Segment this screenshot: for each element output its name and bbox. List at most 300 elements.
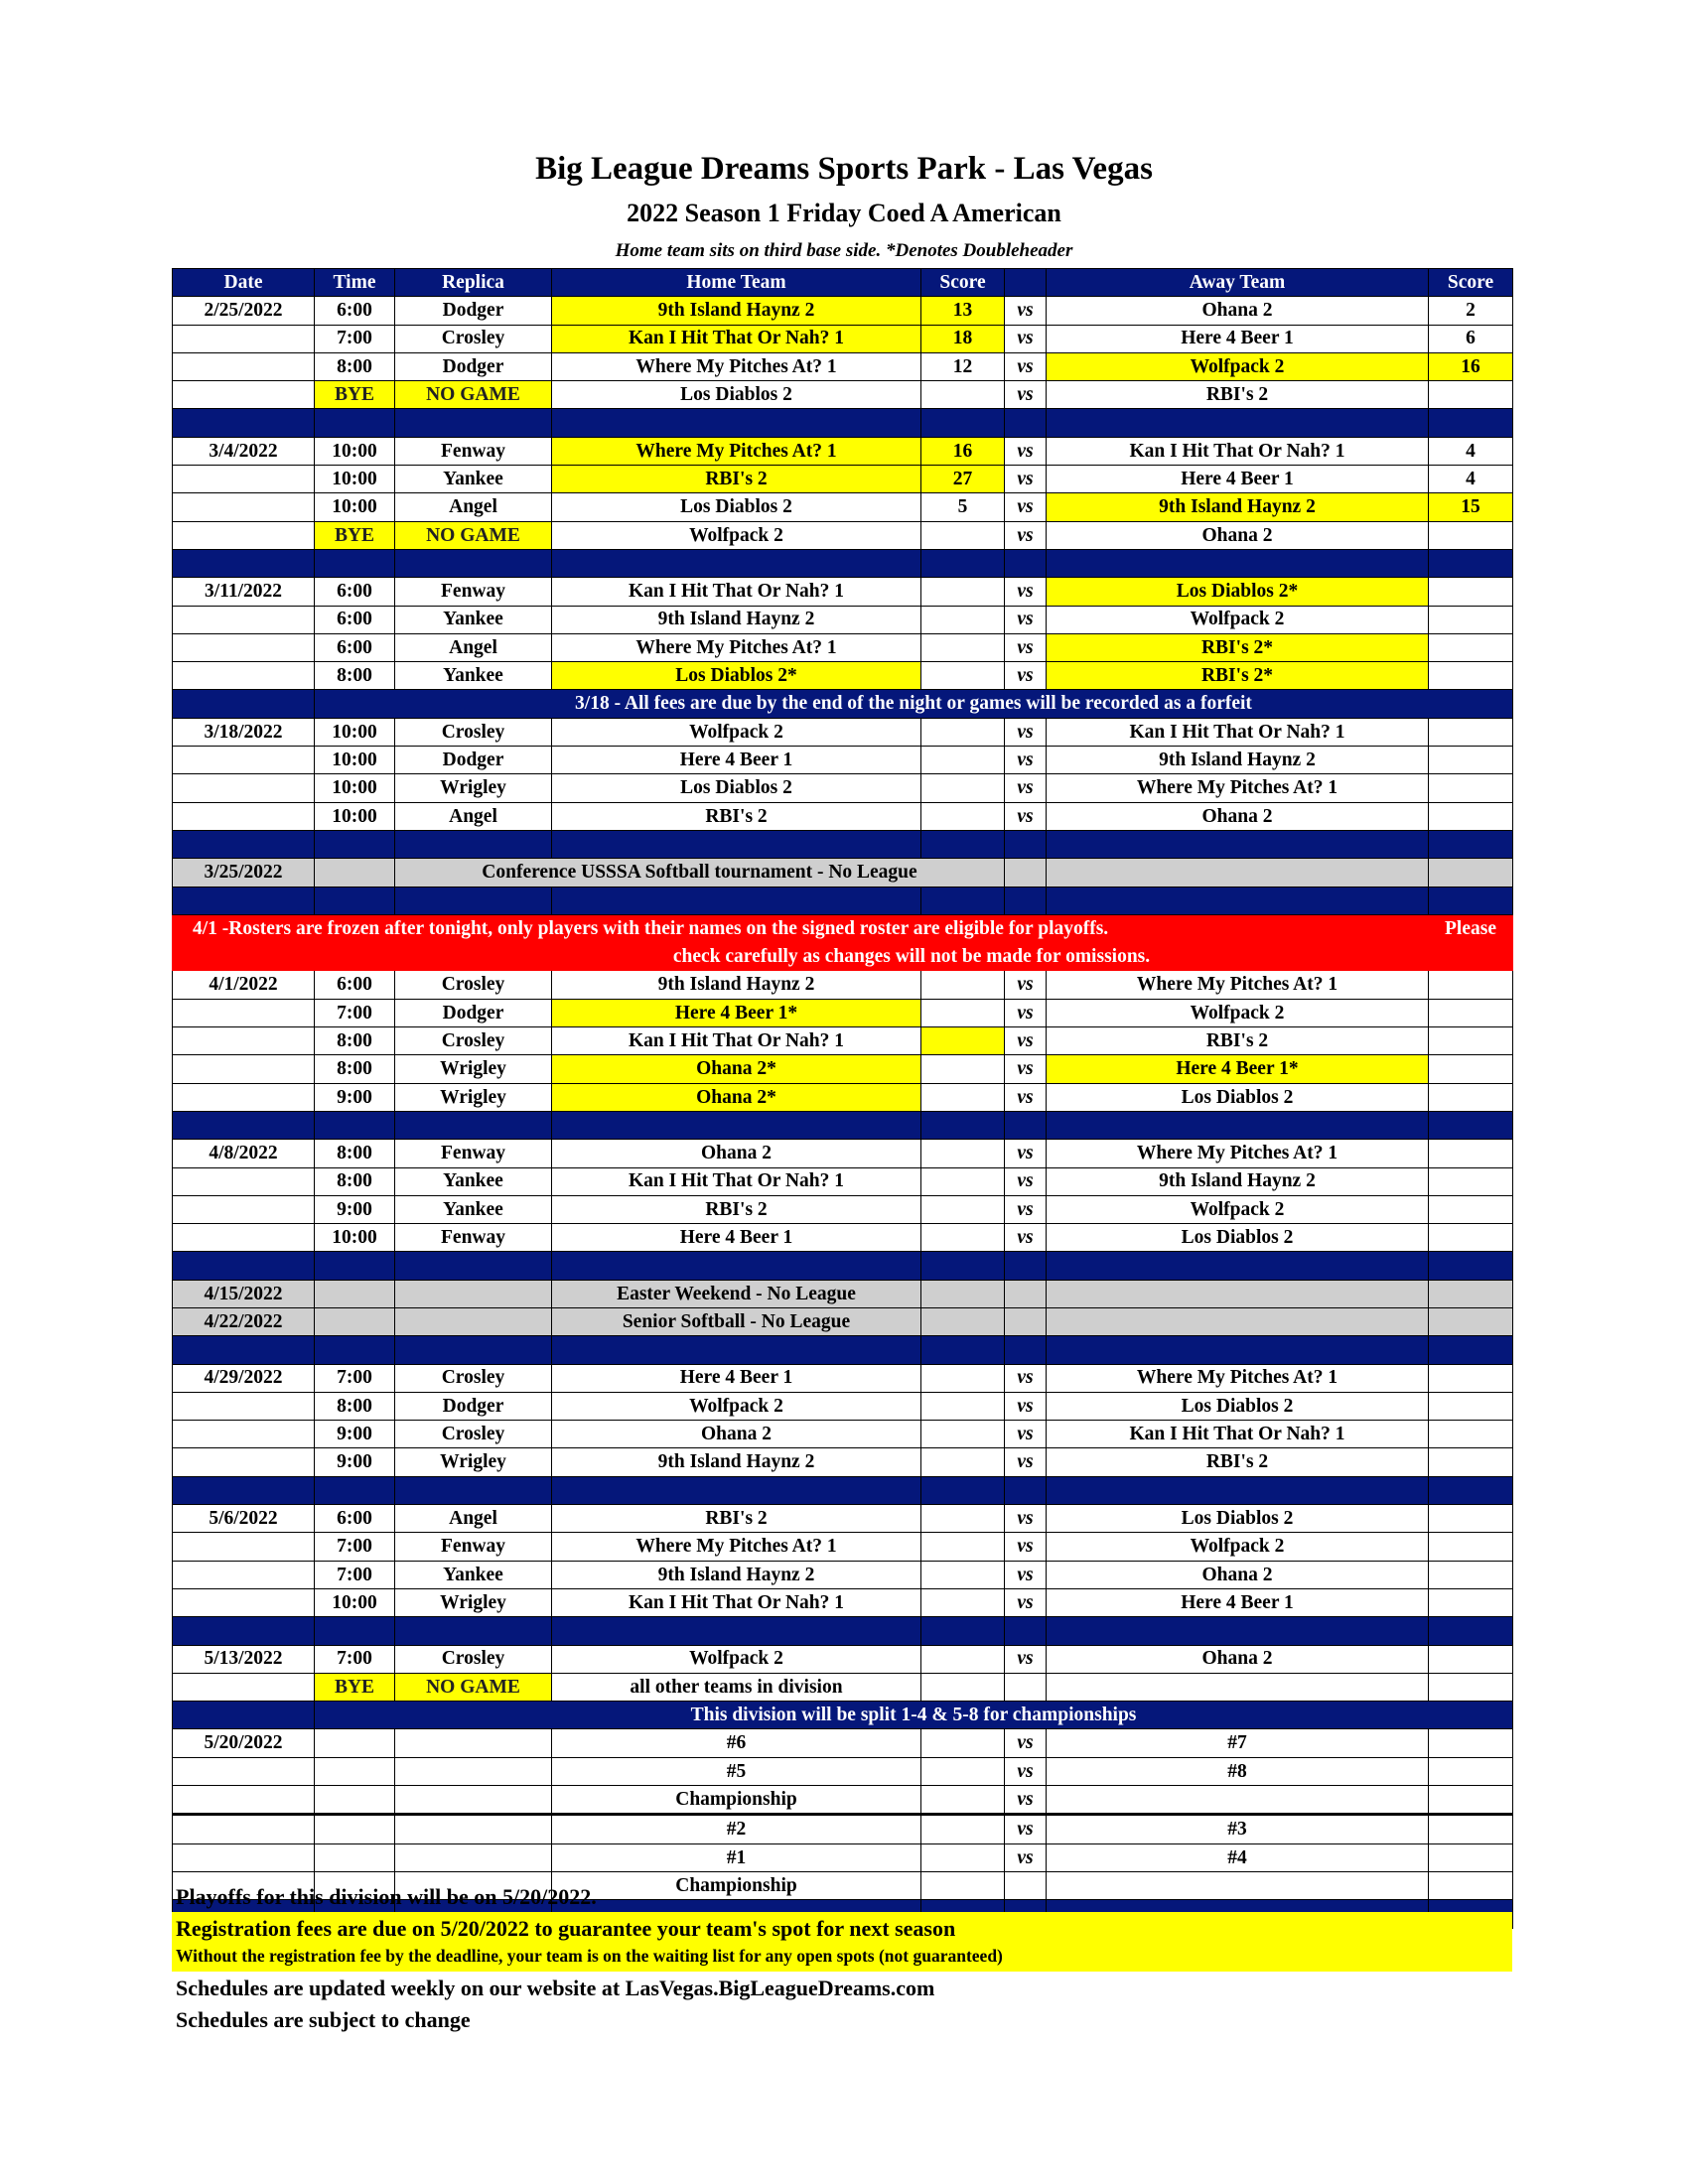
time-cell: 6:00 (315, 1505, 395, 1533)
home-team-cell: Kan I Hit That Or Nah? 1 (552, 1027, 921, 1055)
game-row (173, 1195, 1513, 1223)
game-row (173, 1364, 1513, 1392)
separator-cell (395, 1336, 552, 1364)
date-cell (173, 606, 315, 633)
home-score-cell (921, 1757, 1005, 1785)
separator-row (173, 1111, 1513, 1139)
away-score-cell (1429, 1645, 1513, 1673)
home-score-cell (921, 1421, 1005, 1448)
home-score-cell (921, 633, 1005, 661)
replica-cell: Angel (395, 802, 552, 830)
time-cell (315, 1815, 395, 1843)
blank-cell (1047, 1280, 1429, 1307)
roster-notice-row (173, 914, 1513, 942)
col-away-score-header: Score (1429, 269, 1513, 297)
home-score-cell (921, 1561, 1005, 1588)
col-home-score-header: Score (921, 269, 1005, 297)
home-score-cell (921, 578, 1005, 606)
separator-cell (1429, 1252, 1513, 1280)
footer-playoffs: Playoffs for this division will be on 5/20/2022. (176, 1884, 597, 1909)
game-row (173, 578, 1513, 606)
separator-cell (1047, 1336, 1429, 1364)
roster-notice-row (173, 943, 1513, 971)
away-score-cell (1429, 1083, 1513, 1111)
roster-notice-please: Please (1429, 914, 1513, 942)
away-team-cell: Where My Pitches At? 1 (1047, 971, 1429, 999)
home-score-cell (921, 1505, 1005, 1533)
replica-cell: Wrigley (395, 1448, 552, 1476)
separator-cell (1429, 887, 1513, 914)
away-score-cell (1429, 1140, 1513, 1167)
separator-cell (1005, 1476, 1047, 1504)
date-cell (173, 1027, 315, 1055)
game-row (173, 1421, 1513, 1448)
time-cell: 10:00 (315, 802, 395, 830)
away-team-cell: Here 4 Beer 1 (1047, 466, 1429, 493)
home-team-cell: Championship (552, 1871, 921, 1899)
separator-cell (1047, 1252, 1429, 1280)
date-cell: 3/18/2022 (173, 718, 315, 746)
replica-cell: Fenway (395, 1224, 552, 1252)
time-cell: 7:00 (315, 1533, 395, 1561)
home-team-cell: Kan I Hit That Or Nah? 1 (552, 1588, 921, 1616)
time-cell: 10:00 (315, 747, 395, 774)
home-score-cell (921, 1645, 1005, 1673)
time-cell: 7:00 (315, 325, 395, 352)
separator-cell (1005, 1252, 1047, 1280)
date-cell (173, 466, 315, 493)
replica-cell: Crosley (395, 1364, 552, 1392)
home-score-cell (921, 606, 1005, 633)
home-team-cell: 9th Island Haynz 2 (552, 1561, 921, 1588)
home-team-cell: Where My Pitches At? 1 (552, 633, 921, 661)
home-score-cell (921, 1673, 1005, 1701)
replica-cell: Angel (395, 1505, 552, 1533)
time-cell: 10:00 (315, 1224, 395, 1252)
away-score-cell (1429, 1505, 1513, 1533)
separator-cell (173, 887, 315, 914)
footer-website: Schedules are updated weekly on our website at LasVegas.BigLeagueDreams.com (176, 1976, 935, 2000)
time-cell: 10:00 (315, 774, 395, 802)
replica-cell: Dodger (395, 297, 552, 325)
game-row (173, 1224, 1513, 1252)
away-team-cell: Los Diablos 2* (1047, 578, 1429, 606)
vs-cell: vs (1005, 1645, 1047, 1673)
blank-cell (1005, 1280, 1047, 1307)
time-cell: 7:00 (315, 999, 395, 1026)
separator-cell (1047, 549, 1429, 577)
date-cell (173, 1843, 315, 1871)
vs-cell: vs (1005, 1224, 1047, 1252)
away-score-cell (1429, 1588, 1513, 1616)
separator-cell (315, 1111, 395, 1139)
no-league-row (173, 1280, 1513, 1307)
home-score-cell (921, 1448, 1005, 1476)
game-row (173, 1561, 1513, 1588)
separator-cell (315, 1252, 395, 1280)
home-score-cell (921, 381, 1005, 409)
separator-cell (395, 1111, 552, 1139)
vs-cell: vs (1005, 1815, 1047, 1843)
game-row (173, 325, 1513, 352)
home-team-cell: RBI's 2 (552, 802, 921, 830)
vs-cell: vs (1005, 325, 1047, 352)
game-row (173, 1729, 1513, 1757)
game-row (173, 1533, 1513, 1561)
game-row (173, 802, 1513, 830)
separator-cell (315, 549, 395, 577)
separator-cell (921, 887, 1005, 914)
home-score-cell (921, 774, 1005, 802)
separator-cell (552, 1476, 921, 1504)
replica-cell: Angel (395, 493, 552, 521)
vs-cell: vs (1005, 1588, 1047, 1616)
time-cell: 8:00 (315, 1140, 395, 1167)
blank-cell (315, 859, 395, 887)
separator-cell (315, 830, 395, 858)
time-cell: 6:00 (315, 606, 395, 633)
separator-cell (1429, 409, 1513, 437)
replica-cell: Yankee (395, 1195, 552, 1223)
notice-text: 3/18 - All fees are due by the end of the night or games will be recorded as a forfeit (315, 690, 1513, 718)
time-cell: 7:00 (315, 1645, 395, 1673)
home-team-cell: Kan I Hit That Or Nah? 1 (552, 1167, 921, 1195)
separator-row (173, 1252, 1513, 1280)
separator-cell (921, 1252, 1005, 1280)
col-away-team-header: Away Team (1047, 269, 1429, 297)
home-score-cell: 12 (921, 352, 1005, 380)
separator-cell (395, 830, 552, 858)
away-team-cell: #7 (1047, 1729, 1429, 1757)
away-team-cell: Los Diablos 2 (1047, 1505, 1429, 1533)
away-score-cell (1429, 774, 1513, 802)
separator-cell (921, 1111, 1005, 1139)
game-row (173, 1786, 1513, 1815)
blank-cell (315, 1280, 395, 1307)
date-cell (173, 999, 315, 1026)
blank-cell (173, 690, 315, 718)
time-cell: 8:00 (315, 1027, 395, 1055)
away-team-cell: Wolfpack 2 (1047, 352, 1429, 380)
replica-cell: Fenway (395, 1140, 552, 1167)
time-cell: 10:00 (315, 437, 395, 465)
date-cell: 4/29/2022 (173, 1364, 315, 1392)
away-team-cell: Kan I Hit That Or Nah? 1 (1047, 437, 1429, 465)
away-score-cell (1429, 1561, 1513, 1588)
separator-cell (1047, 1617, 1429, 1645)
replica-cell: Yankee (395, 606, 552, 633)
home-score-cell (921, 1815, 1005, 1843)
time-cell: 10:00 (315, 1588, 395, 1616)
replica-cell: Fenway (395, 1533, 552, 1561)
date-cell: 5/6/2022 (173, 1505, 315, 1533)
away-team-cell: RBI's 2* (1047, 633, 1429, 661)
home-score-cell (921, 1140, 1005, 1167)
home-team-cell: Los Diablos 2 (552, 774, 921, 802)
replica-cell (395, 1786, 552, 1815)
away-score-cell (1429, 606, 1513, 633)
separator-cell (173, 1336, 315, 1364)
away-team-cell: #4 (1047, 1843, 1429, 1871)
date-cell: 3/25/2022 (173, 859, 315, 887)
home-score-cell (921, 1533, 1005, 1561)
col-home-team-header: Home Team (552, 269, 921, 297)
home-team-cell: RBI's 2 (552, 1195, 921, 1223)
away-score-cell (1429, 999, 1513, 1026)
home-team-cell: 9th Island Haynz 2 (552, 1448, 921, 1476)
vs-cell: vs (1005, 493, 1047, 521)
no-league-text: Senior Softball - No League (552, 1307, 921, 1335)
date-cell: 5/13/2022 (173, 1645, 315, 1673)
home-team-cell: #5 (552, 1757, 921, 1785)
date-cell (173, 1421, 315, 1448)
vs-cell: vs (1005, 1167, 1047, 1195)
home-team-cell: all other teams in division (552, 1673, 921, 1701)
game-row (173, 1843, 1513, 1871)
away-score-cell: 16 (1429, 352, 1513, 380)
vs-cell: vs (1005, 1055, 1047, 1083)
away-score-cell (1429, 633, 1513, 661)
replica-cell: Yankee (395, 662, 552, 690)
time-cell: BYE (315, 1673, 395, 1701)
separator-cell (395, 1617, 552, 1645)
vs-cell: vs (1005, 297, 1047, 325)
home-score-cell (921, 1588, 1005, 1616)
separator-cell (395, 409, 552, 437)
footer-subject-to-change: Schedules are subject to change (176, 2007, 471, 2032)
away-team-cell: Where My Pitches At? 1 (1047, 1140, 1429, 1167)
notice-row (173, 690, 1513, 718)
home-score-cell: 27 (921, 466, 1005, 493)
blank-cell (1429, 1280, 1513, 1307)
home-score-cell (921, 1729, 1005, 1757)
date-cell (173, 1533, 315, 1561)
vs-cell: vs (1005, 1364, 1047, 1392)
col-replica-header: Replica (395, 269, 552, 297)
separator-row (173, 1476, 1513, 1504)
away-score-cell (1429, 747, 1513, 774)
home-team-cell: Wolfpack 2 (552, 718, 921, 746)
roster-notice-line1: 4/1 -Rosters are frozen after tonight, only players with their names on the signed roster are eligible for playoffs. (173, 914, 1429, 942)
bye-row (173, 1673, 1513, 1701)
blank-cell (173, 1702, 315, 1729)
date-cell (173, 325, 315, 352)
home-score-cell (921, 718, 1005, 746)
vs-cell: vs (1005, 381, 1047, 409)
home-score-cell (921, 1843, 1005, 1871)
vs-cell: vs (1005, 1533, 1047, 1561)
away-team-cell (1047, 1871, 1429, 1899)
notice-row (173, 1702, 1513, 1729)
time-cell: 7:00 (315, 1364, 395, 1392)
time-cell (315, 1843, 395, 1871)
home-team-cell: Ohana 2 (552, 1421, 921, 1448)
home-score-cell (921, 1786, 1005, 1815)
separator-cell (552, 1252, 921, 1280)
separator-cell (173, 1111, 315, 1139)
home-team-cell: Kan I Hit That Or Nah? 1 (552, 578, 921, 606)
game-row (173, 999, 1513, 1026)
separator-cell (921, 549, 1005, 577)
away-team-cell: #8 (1047, 1757, 1429, 1785)
away-team-cell: Los Diablos 2 (1047, 1224, 1429, 1252)
home-team-cell: Where My Pitches At? 1 (552, 352, 921, 380)
away-team-cell (1047, 1673, 1429, 1701)
away-score-cell (1429, 1055, 1513, 1083)
home-team-cell: Ohana 2 (552, 1140, 921, 1167)
away-team-cell: Ohana 2 (1047, 1645, 1429, 1673)
date-cell: 4/1/2022 (173, 971, 315, 999)
date-cell: 2/25/2022 (173, 297, 315, 325)
home-team-cell: RBI's 2 (552, 1505, 921, 1533)
home-score-cell: 18 (921, 325, 1005, 352)
separator-cell (1005, 1336, 1047, 1364)
home-score-cell (921, 1224, 1005, 1252)
away-score-cell (1429, 1421, 1513, 1448)
home-team-cell: #2 (552, 1815, 921, 1843)
game-row (173, 437, 1513, 465)
vs-cell: vs (1005, 1448, 1047, 1476)
separator-cell (552, 549, 921, 577)
away-score-cell (1429, 1364, 1513, 1392)
home-score-cell (921, 1027, 1005, 1055)
date-cell (173, 774, 315, 802)
date-cell (173, 802, 315, 830)
game-row (173, 352, 1513, 380)
away-team-cell: RBI's 2 (1047, 1448, 1429, 1476)
separator-cell (552, 887, 921, 914)
home-score-cell (921, 802, 1005, 830)
replica-cell (395, 1843, 552, 1871)
vs-cell: vs (1005, 521, 1047, 549)
away-team-cell: Here 4 Beer 1* (1047, 1055, 1429, 1083)
separator-cell (173, 830, 315, 858)
blank-cell (1005, 1307, 1047, 1335)
date-cell (173, 633, 315, 661)
separator-cell (315, 1617, 395, 1645)
time-cell: 6:00 (315, 578, 395, 606)
date-cell: 5/20/2022 (173, 1729, 315, 1757)
away-team-cell: Here 4 Beer 1 (1047, 325, 1429, 352)
home-team-cell: 9th Island Haynz 2 (552, 297, 921, 325)
separator-cell (921, 1476, 1005, 1504)
page-title: Big League Dreams Sports Park - Las Vegas (535, 151, 1153, 187)
replica-cell: Wrigley (395, 1083, 552, 1111)
date-cell (173, 1392, 315, 1420)
separator-cell (1429, 1336, 1513, 1364)
game-row (173, 774, 1513, 802)
date-cell: 3/4/2022 (173, 437, 315, 465)
away-score-cell (1429, 1673, 1513, 1701)
vs-cell: vs (1005, 1757, 1047, 1785)
separator-cell (1005, 409, 1047, 437)
away-team-cell: Wolfpack 2 (1047, 999, 1429, 1026)
home-team-cell: Wolfpack 2 (552, 1645, 921, 1673)
time-cell: 7:00 (315, 1561, 395, 1588)
separator-cell (552, 1111, 921, 1139)
replica-cell: Dodger (395, 747, 552, 774)
away-team-cell: Ohana 2 (1047, 802, 1429, 830)
date-cell (173, 1561, 315, 1588)
blank-cell (921, 1280, 1005, 1307)
game-row (173, 493, 1513, 521)
away-score-cell (1429, 718, 1513, 746)
time-cell: 9:00 (315, 1195, 395, 1223)
away-score-cell (1429, 971, 1513, 999)
game-row (173, 1645, 1513, 1673)
away-team-cell: RBI's 2 (1047, 381, 1429, 409)
time-cell (315, 1786, 395, 1815)
game-row (173, 718, 1513, 746)
vs-cell: vs (1005, 437, 1047, 465)
away-score-cell (1429, 1729, 1513, 1757)
bye-row (173, 521, 1513, 549)
separator-row (173, 1617, 1513, 1645)
separator-cell (921, 409, 1005, 437)
away-team-cell: Here 4 Beer 1 (1047, 1588, 1429, 1616)
time-cell: 6:00 (315, 971, 395, 999)
home-score-cell (921, 1167, 1005, 1195)
table-header-row (173, 269, 1513, 297)
vs-cell: vs (1005, 662, 1047, 690)
home-team-cell: #1 (552, 1843, 921, 1871)
separator-cell (1047, 1111, 1429, 1139)
blank-cell (173, 943, 395, 971)
away-team-cell: Los Diablos 2 (1047, 1083, 1429, 1111)
date-cell (173, 493, 315, 521)
no-league-row (173, 859, 1513, 887)
away-team-cell: Where My Pitches At? 1 (1047, 774, 1429, 802)
date-cell (173, 381, 315, 409)
home-score-cell (921, 1083, 1005, 1111)
date-cell (173, 1786, 315, 1815)
home-score-cell: 13 (921, 297, 1005, 325)
blank-cell (1429, 1307, 1513, 1335)
replica-cell: Angel (395, 633, 552, 661)
date-cell (173, 1195, 315, 1223)
time-cell: 8:00 (315, 662, 395, 690)
date-cell (173, 1757, 315, 1785)
date-cell (173, 662, 315, 690)
replica-cell: Dodger (395, 999, 552, 1026)
vs-cell: vs (1005, 1140, 1047, 1167)
game-row (173, 662, 1513, 690)
separator-row (173, 549, 1513, 577)
away-score-cell: 6 (1429, 325, 1513, 352)
time-cell: 8:00 (315, 1167, 395, 1195)
game-row (173, 1815, 1513, 1843)
time-cell: 9:00 (315, 1421, 395, 1448)
replica-cell: Fenway (395, 437, 552, 465)
separator-row (173, 409, 1513, 437)
blank-cell (1005, 859, 1047, 887)
vs-cell: vs (1005, 1027, 1047, 1055)
away-team-cell: 9th Island Haynz 2 (1047, 1167, 1429, 1195)
time-cell: BYE (315, 521, 395, 549)
replica-cell (395, 1815, 552, 1843)
separator-cell (1429, 1617, 1513, 1645)
separator-cell (1047, 409, 1429, 437)
replica-cell: Crosley (395, 1421, 552, 1448)
date-cell (173, 1588, 315, 1616)
home-team-cell: #6 (552, 1729, 921, 1757)
away-team-cell: Wolfpack 2 (1047, 606, 1429, 633)
separator-cell (1047, 1476, 1429, 1504)
separator-cell (921, 830, 1005, 858)
date-cell (173, 1815, 315, 1843)
home-score-cell (921, 971, 1005, 999)
blank-cell (921, 1307, 1005, 1335)
